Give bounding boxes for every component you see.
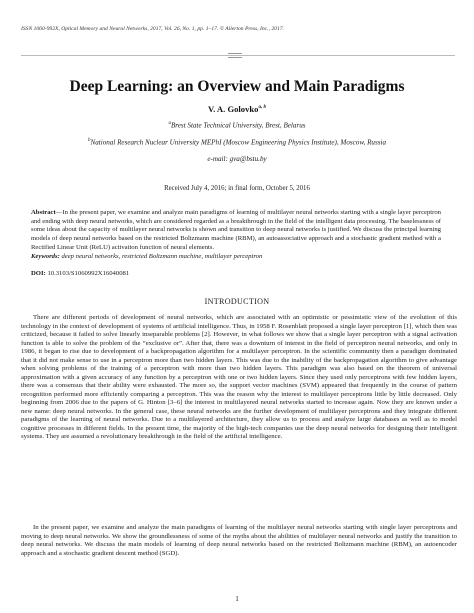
affiliation-a-text: Brest State Technical University, Brest, Belarus — [170, 121, 306, 130]
abstract-text: —In the present paper, we examine and analyze main paradigms of learning of multilayer neural networks starting with a single layer perceptron and ending with deep neural networks, which are considered regarded as a breakthrough in the field of the intelligent data processing. The baselessness of some ideas about the capacity of multilayer neural networks is shown and transition to deep neural networks is justified. We discuss the principal learning models of deep neural networks based on the restricted Boltzmann machine (RBM), an autoassociative approach and a stochastic gradient method with a Rectified Linear Unit (ReLU) activation function of neural elements. — [31, 209, 441, 251]
affiliation-b-mark: b — [87, 138, 91, 143]
abstract — [31, 209, 441, 253]
journal-header: ISSN 1060-992X, Optical Memory and Neural Networks, 2017, Vol. 26, No. 1, pp. 1–17. © Allerton Press, Inc., 2017. — [21, 26, 284, 32]
abstract-label: Abstract — [31, 209, 56, 216]
keywords-text: deep neural networks, restricted Boltzmann machine, multilayer perceptron — [61, 253, 263, 260]
author-email: e-mail: gva@bstu.by — [207, 155, 267, 163]
author-name: V. A. Golovko — [208, 104, 259, 114]
doi — [31, 270, 441, 279]
affiliation-b — [0, 138, 474, 146]
body-paragraph-1: There are different periods of development of neural networks, which are associated with an optimistic or pessimistic view of the evolution of this technology in the context of development of systems of artificial intelligence. Thus, in 1958 F. Rosenblatt proposed a single layer perceptron [1], which then was criticized, because it failed to solve linearly inseparable problems [2]. However, in what follows we show that a single layer perceptron with a signal activation function is able to solve the problem of the “exclusive or”. After that, there was a downturn of interest in the field of perceptron neural networks, and only in 1986, it began to rise due to development of a backpropagation algorithm for a multilayer perceptron. In the scientific community then a paradigm dominated that it did not make sense to use in a perceptron more than two hidden layers. This was due to the inability of the backpropagation algorithm to give advantage when solving problems of the training of a perceptron with more than two hidden layers. This paradigm was also based on the theorem of universal approximation with a given accuracy of any function by a perceptron with one or two hidden layers. Since they used only perceptrons with few hidden layers, there was a consensus that their ability were exhausted. The more so, the support vector machines (SVM) appeared that frequently in the course of pattern recognition performed more efficiently comparing a perceptron. This was the reason why the interest to multilayer perceptrons little by little decreased. Only beginning from 2006 due to the papers of G. Hinton [3–6] the interest in multilayered neural networks started to increase again. Now they are known under a new name: deep neural networks. In the general case, these neural networks are the further development of multilayer perceptrons and they integrate different paradigms of the learning of neural networks. Due to a multilayered architecture, they allow us to process and analyze large databases as well as to model cognitive processes in different fields. In the present time, the majority of the high-tech companies use the deep neural networks for designing their intelligent systems. They are assumed a revolutionary breakthrough in the field of the artificial intelligence. — [21, 314, 457, 440]
author-affiliation-marks: a, b — [258, 105, 266, 111]
header-mark — [228, 53, 242, 58]
keywords-label: Keywords: — [31, 253, 60, 260]
paper-title: Deep Learning: an Overview and Main Paradigms — [69, 78, 405, 95]
section-heading: INTRODUCTION — [204, 297, 270, 306]
affiliation-b-text: National Research Nuclear University MEPhI (Moscow Engineering Physics Institute), Moscow, Russia — [90, 138, 387, 147]
received-dates: Received July 4, 2016; in final form, October 5, 2016 — [164, 185, 310, 192]
doi-label: DOI: — [31, 270, 46, 277]
affiliation-a-mark: a — [168, 121, 171, 126]
author — [0, 104, 474, 114]
page-number: 1 — [235, 595, 239, 603]
doi-value: 10.3103/S1060992X16040081 — [47, 270, 130, 277]
affiliation-a — [0, 121, 474, 129]
keywords — [31, 253, 441, 262]
body-paragraph-2: In the present paper, we examine and analyze the main paradigms of learning of the multilayer neural networks starting with single layer perceptrons and moving to deep neural networks. We show the groundlessness of some of the myths about the abilities of multilayer neural networks and justify the transition to deep neural networks. We discuss the main models of learning of deep neural networks based on the restricted Boltzmann machine (RBM), an autoencoder approach and a stochastic gradient descent method (SGD). — [21, 524, 457, 557]
